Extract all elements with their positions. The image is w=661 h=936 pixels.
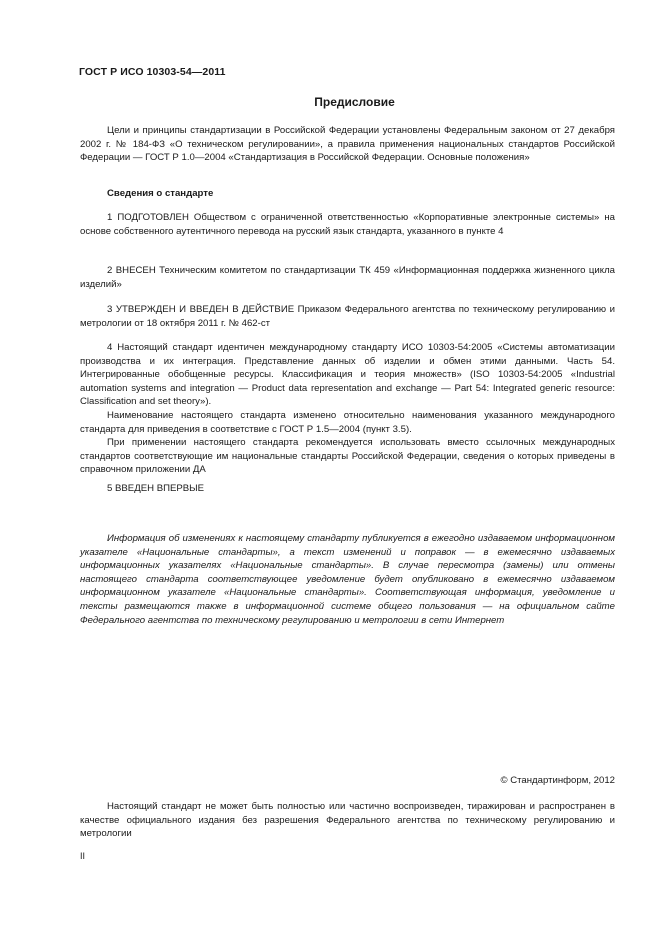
intro-block [80,124,615,165]
item-3-paragraph: 3 УТВЕРЖДЕН И ВВЕДЕН В ДЕЙСТВИЕ Приказом Федерального агентства по техническому регулированию и метрологии от 18 октября 2011 г. № 462-ст [80,304,615,329]
copyright-line: © Стандартинформ, 2012 [500,775,615,786]
page-number: II [80,851,86,861]
item-4-paragraph-b: Наименование настоящего стандарта изменено относительно наименования указанного международного стандарта для приведения в соответствие с ГОСТ Р 1.5—2004 (пункт 3.5). [80,409,615,435]
item-4-paragraph-a: 4 Настоящий стандарт идентичен международному стандарту ИСО 10303-54:2005 «Системы автоматизации производства и их интеграция. Представление данных об изделии и обмен этими данными. Часть 54. Интегрированные обобщенные ресурсы. Классификация и теория множеств» (ISO 10303-54:2005 «Industrial automation systems and integration — Product data representation and exchange — Part 54: Integrated generic resource: Classification and set theory»). [80,342,615,408]
section-heading: Сведения о стандарте [107,188,214,199]
notice-block [80,532,615,627]
reproduction-block [80,800,615,841]
item-3-block [80,303,615,330]
reproduction-paragraph: Настоящий стандарт не может быть полностью или частично воспроизведен, тиражирован и распространен в качестве официального издания без разрешения Федерального агентства по техническому регулированию и метрологии [80,801,615,840]
item-1-block [80,211,615,238]
intro-paragraph: Цели и принципы стандартизации в Российской Федерации установлены Федеральным законом от 27 декабря 2002 г. № 184-ФЗ «О техническом регулировании», а правила применения национальных стандартов Российской Федерации — ГОСТ Р 1.0—2004 «Стандартизация в Российской Федерации. Основные положения» [80,125,615,164]
page-title: Предисловие [314,95,395,109]
item-2-block [80,264,615,291]
item-4-block [80,341,615,477]
item-2-paragraph: 2 ВНЕСЕН Техническим комитетом по стандартизации ТК 459 «Информационная поддержка жизненного цикла изделий» [80,265,615,290]
item-1-paragraph: 1 ПОДГОТОВЛЕН Обществом с ограниченной ответственностью «Корпоративные электронные системы» на основе собственного аутентичного перевода на русский язык стандарта, указанного в пункте 4 [80,212,615,237]
item-5-block [80,482,615,496]
document-code: ГОСТ Р ИСО 10303-54—2011 [79,66,226,78]
item-5-paragraph: 5 ВВЕДЕН ВПЕРВЫЕ [107,483,205,494]
item-4-paragraph-c: При применении настоящего стандарта рекомендуется использовать вместо ссылочных международных стандартов соответствующие им национальные стандарты Российской Федерации, сведения о которых приведены в справочном приложении ДА [80,437,615,476]
notice-paragraph: Информация об изменениях к настоящему стандарту публикуется в ежегодно издаваемом информационном указателе «Национальные стандарты», а текст изменений и поправок — в ежемесячно издаваемых информационных указателях «Национальные стандарты». В случае пересмотра (замены) или отмены настоящего стандарта соответствующее уведомление будет опубликовано в ежемесячно издаваемом информационном указателе «Национальные стандарты». Соответствующая информация, уведомление и тексты размещаются также в информационной системе общего пользования — на официальном сайте Федерального агентства по техническому регулированию и метрологии в сети Интернет [80,533,615,626]
